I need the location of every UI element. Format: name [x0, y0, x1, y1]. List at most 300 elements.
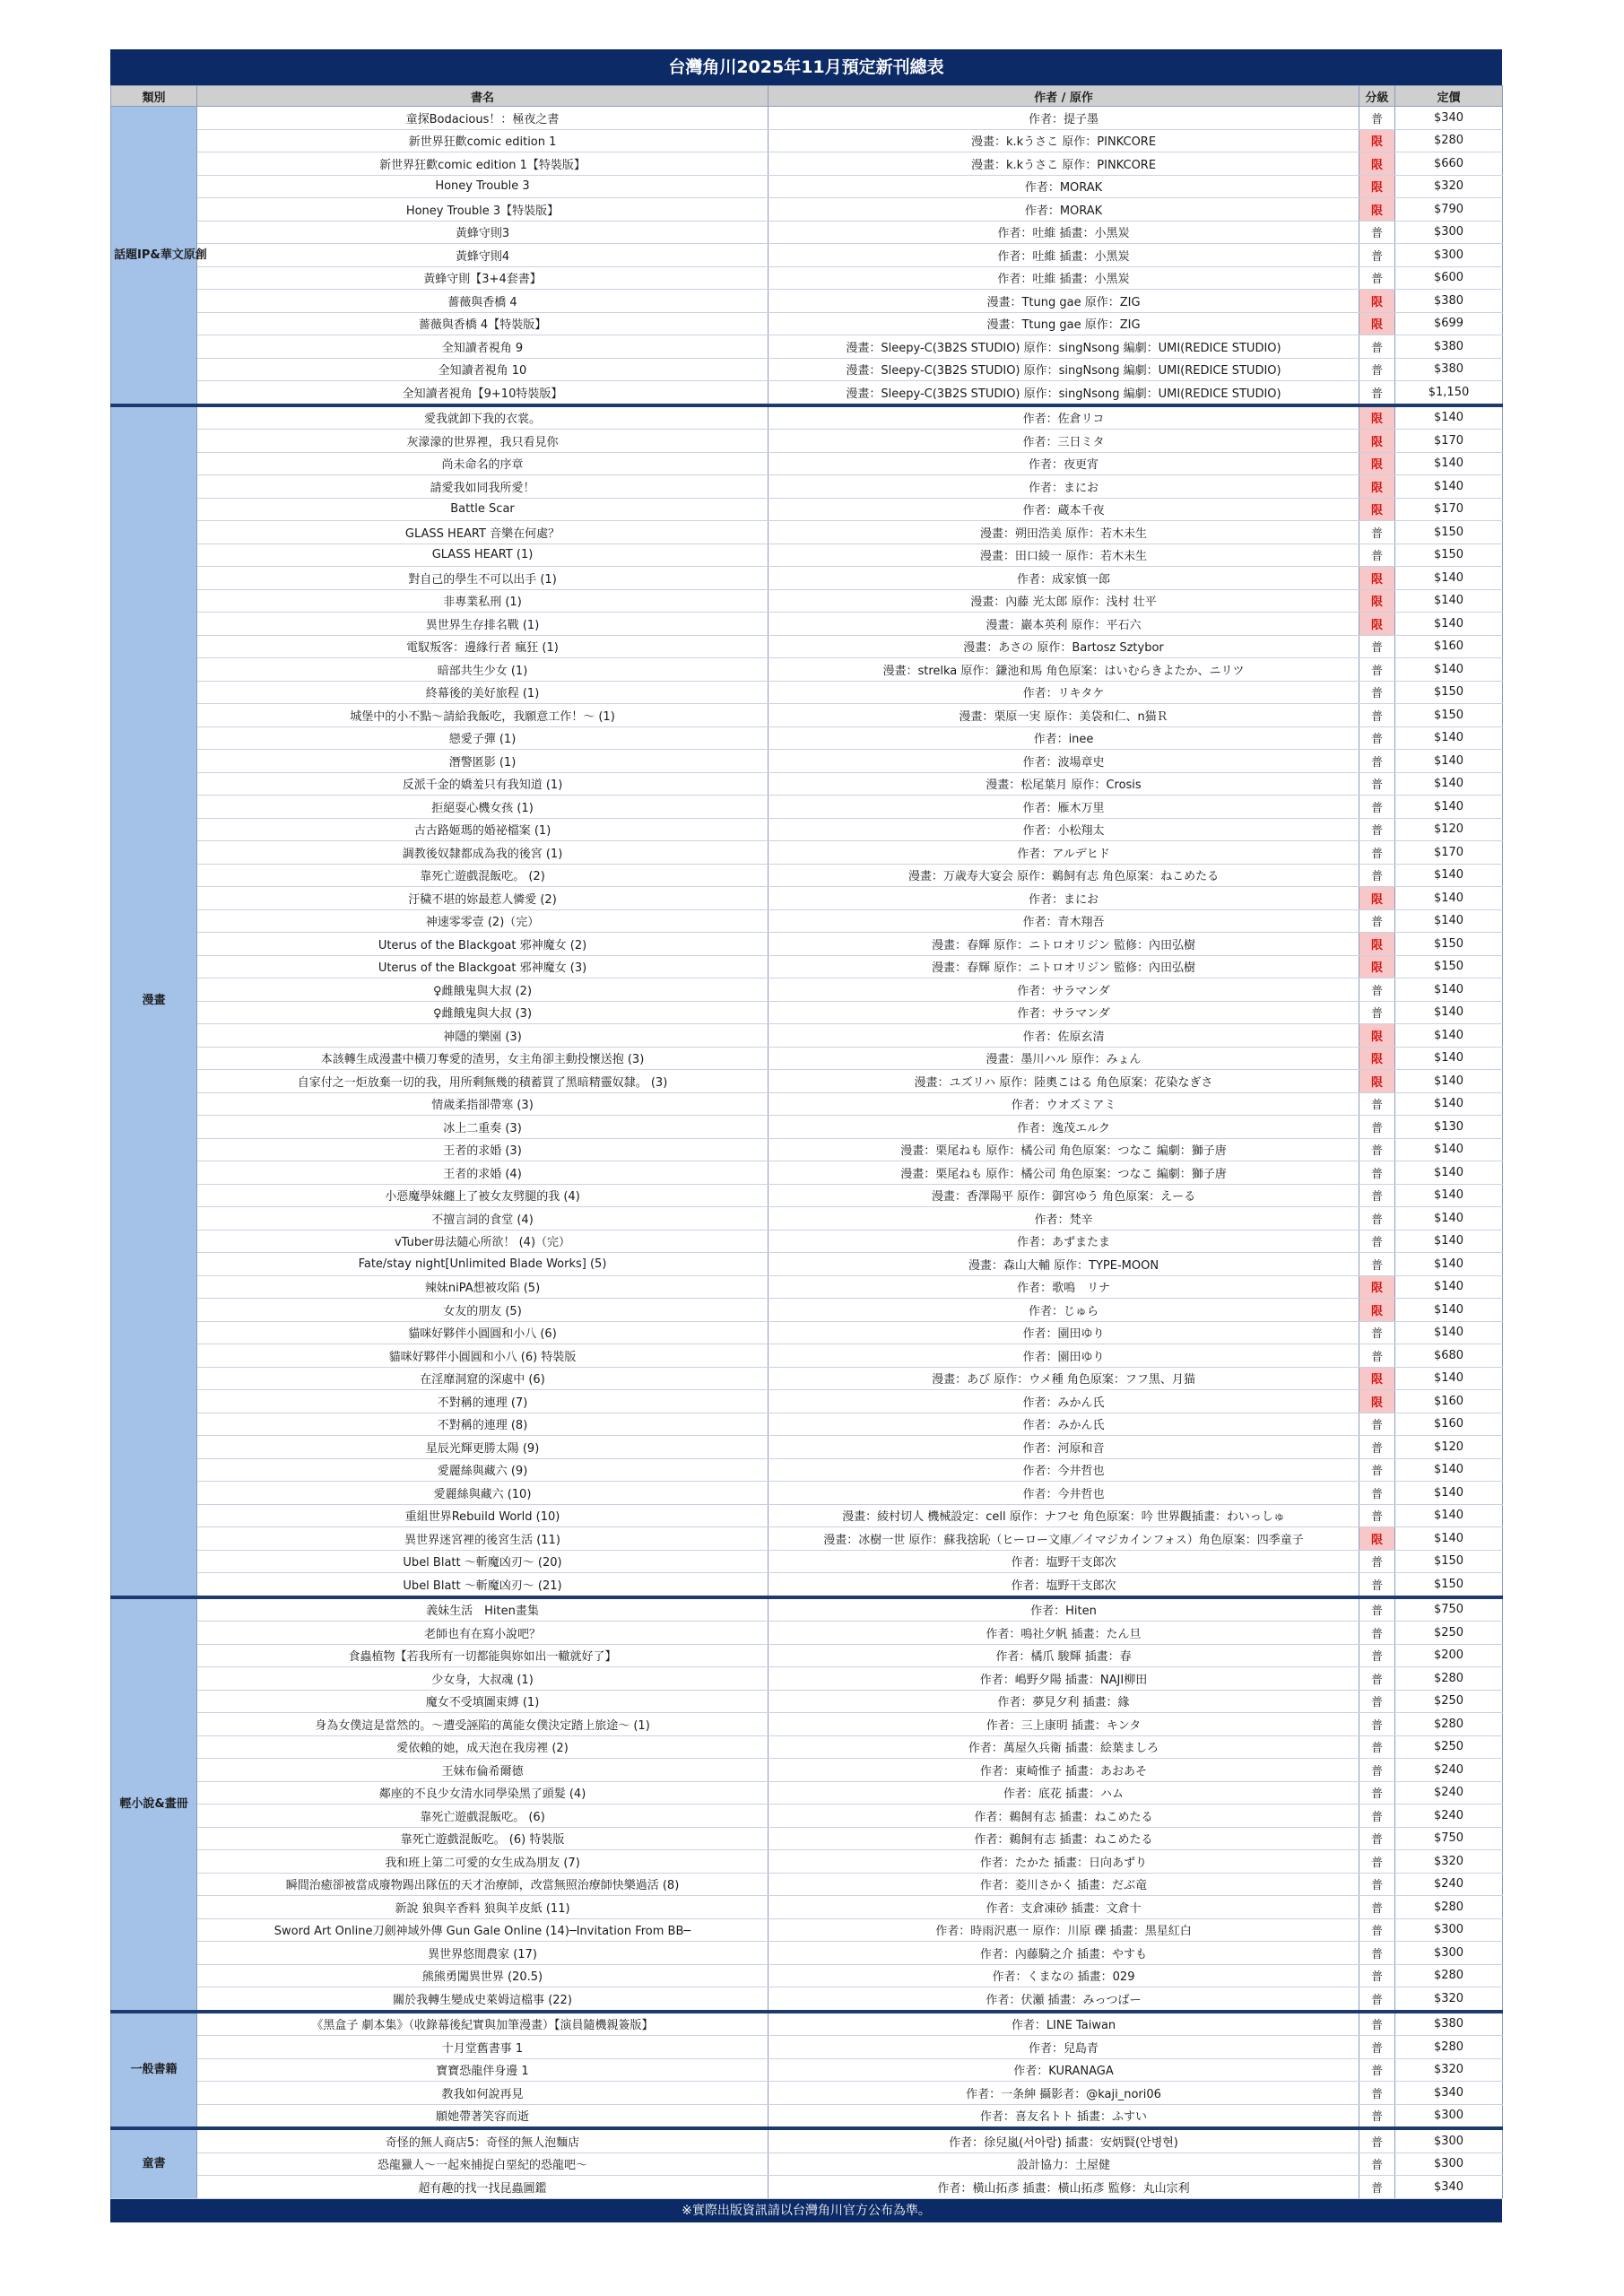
book-cell: 貓咪好夥伴小圓圓和小八 (6) 特裝版 [197, 1344, 769, 1368]
book-cell: 小惡魔學妹纏上了被女友劈腿的我 (4) [197, 1184, 769, 1207]
grade-cell: 普 [1359, 381, 1395, 405]
author-cell: 作者：鵜飼有志 插畫：ねこめたる [769, 1805, 1359, 1828]
category-cell: 童書 [111, 2128, 197, 2198]
grade-cell: 普 [1359, 726, 1395, 750]
author-cell: 漫畫：あさの 原作：Bartosz Sztybor [769, 635, 1359, 658]
price-cell: $600 [1395, 266, 1503, 290]
author-cell: 作者：橫山拓彥 插畫：橫山拓彥 監修：丸山宗利 [769, 2176, 1359, 2199]
table-row [111, 1116, 1503, 1139]
price-cell: $300 [1395, 1918, 1503, 1942]
table-row [111, 1275, 1503, 1299]
grade-cell: 普 [1359, 1827, 1395, 1850]
grade-cell: 普 [1359, 2058, 1395, 2082]
author-cell: 作者：波場章史 [769, 750, 1359, 773]
book-cell: 辣妹niPA想被攻陷 (5) [197, 1275, 769, 1299]
price-cell: $140 [1395, 613, 1503, 636]
grade-cell: 普 [1359, 521, 1395, 544]
table-row [111, 1622, 1503, 1645]
table-row [111, 1299, 1503, 1322]
author-cell: 作者：底花 插畫：ハム [769, 1781, 1359, 1805]
price-cell: $120 [1395, 818, 1503, 841]
table-row [111, 1759, 1503, 1782]
book-cell: 全知讀者視角 9 [197, 335, 769, 359]
price-cell: $160 [1395, 1390, 1503, 1413]
author-cell: 作者：LINE Taiwan [769, 2012, 1359, 2036]
book-cell: 古古路姬瑪的婚祕檔案 (1) [197, 818, 769, 841]
author-cell: 漫畫：春輝 原作：ニトロオリジン 監修：內田弘樹 [769, 955, 1359, 978]
book-cell: 寶寶恐龍伴身邊 1 [197, 2058, 769, 2082]
price-cell: $320 [1395, 1850, 1503, 1874]
book-cell: 異世界生存排名戰 (1) [197, 613, 769, 636]
table-row [111, 1390, 1503, 1413]
author-cell: 漫畫：k.kうさこ 原作：PINKCORE [769, 152, 1359, 176]
table-row [111, 1001, 1503, 1024]
grade-cell: 普 [1359, 1759, 1395, 1782]
price-cell: $140 [1395, 796, 1503, 819]
grade-cell: 限 [1359, 475, 1395, 499]
price-cell: $300 [1395, 244, 1503, 267]
table-row [111, 1850, 1503, 1874]
grade-cell: 普 [1359, 1482, 1395, 1505]
table-row [111, 1987, 1503, 2012]
table-row [111, 1413, 1503, 1436]
book-cell: 恐龍獵人～一起來捕捉白堊紀的恐龍吧～ [197, 2152, 769, 2176]
price-cell: $150 [1395, 521, 1503, 544]
table-row [111, 498, 1503, 521]
price-cell: $340 [1395, 2176, 1503, 2199]
author-cell: 作者：あずまたま [769, 1230, 1359, 1253]
grade-cell: 普 [1359, 2176, 1395, 2199]
author-cell: 作者：嶋野夕陽 插畫：NAJI柳田 [769, 1667, 1359, 1691]
table-row [111, 567, 1503, 590]
author-cell: 作者：inee [769, 726, 1359, 750]
book-cell: Uterus of the Blackgoat 邪神魔女 (2) [197, 933, 769, 956]
table-row [111, 2012, 1503, 2036]
grade-cell: 限 [1359, 613, 1395, 636]
category-cell: 話題IP&華文原創 [111, 107, 197, 405]
book-cell: 十月堂舊書事 1 [197, 2036, 769, 2059]
book-cell: 《黑盒子 劇本集》（收錄幕後紀實與加筆漫畫）【演員隨機親簽版】 [197, 2012, 769, 2036]
author-cell: 漫畫：万歳寿大宴会 原作：鵜飼有志 角色原案：ねこめたる [769, 864, 1359, 887]
author-cell: 漫畫：墨川ハル 原作：みょん [769, 1047, 1359, 1070]
book-cell: 終幕後的美好旅程 (1) [197, 681, 769, 704]
table-row [111, 1942, 1503, 1965]
grade-cell: 普 [1359, 772, 1395, 796]
price-cell: $790 [1395, 198, 1503, 222]
grade-cell: 普 [1359, 1667, 1395, 1691]
book-cell: 調教後奴隸都成為我的後宮 (1) [197, 841, 769, 865]
table-row [111, 1644, 1503, 1667]
author-cell: 作者：佐原玄清 [769, 1024, 1359, 1048]
price-cell: $140 [1395, 1138, 1503, 1161]
category-cell: 漫畫 [111, 405, 197, 1597]
price-cell: $300 [1395, 2128, 1503, 2152]
price-cell: $240 [1395, 1759, 1503, 1782]
grade-cell: 普 [1359, 864, 1395, 887]
author-cell: 作者：塩野干支郎次 [769, 1550, 1359, 1573]
book-cell: 女友的朋友 (5) [197, 1299, 769, 1322]
grade-cell: 普 [1359, 704, 1395, 727]
author-cell: 漫畫：Ttung gae 原作：ZIG [769, 290, 1359, 313]
grade-cell: 限 [1359, 405, 1395, 430]
table-row [111, 2128, 1503, 2152]
table-body [111, 107, 1503, 2199]
table-row [111, 1207, 1503, 1231]
price-cell: $280 [1395, 1667, 1503, 1691]
author-cell: 作者：支倉凍砂 插畫：文倉十 [769, 1896, 1359, 1919]
grade-cell: 普 [1359, 1116, 1395, 1139]
table-row [111, 335, 1503, 359]
price-cell: $140 [1395, 887, 1503, 910]
table-row [111, 198, 1503, 222]
book-cell: 電馭叛客：邊緣行者 瘋狂 (1) [197, 635, 769, 658]
table-row [111, 381, 1503, 405]
grade-cell: 普 [1359, 1597, 1395, 1622]
grade-cell: 普 [1359, 1987, 1395, 2012]
price-cell: $170 [1395, 841, 1503, 865]
grade-cell: 普 [1359, 2082, 1395, 2105]
price-cell: $250 [1395, 1622, 1503, 1645]
grade-cell: 限 [1359, 1047, 1395, 1070]
book-cell: Honey Trouble 3【特裝版】 [197, 198, 769, 222]
grade-cell: 限 [1359, 152, 1395, 176]
table-row [111, 312, 1503, 335]
grade-cell: 限 [1359, 1070, 1395, 1093]
author-cell: 作者：伏瀬 插畫：みっつばー [769, 1987, 1359, 2012]
grade-cell: 限 [1359, 589, 1395, 613]
author-cell: 作者：徐兒嵐(서아람) 插畫：安炳賢(안병현) [769, 2128, 1359, 2152]
table-row [111, 887, 1503, 910]
price-cell: $380 [1395, 358, 1503, 381]
table-row [111, 772, 1503, 796]
grade-cell: 普 [1359, 1458, 1395, 1482]
grade-cell: 普 [1359, 978, 1395, 1002]
price-cell: $680 [1395, 1344, 1503, 1368]
price-cell: $160 [1395, 635, 1503, 658]
price-cell: $120 [1395, 1436, 1503, 1459]
price-cell: $140 [1395, 1458, 1503, 1482]
table-row [111, 266, 1503, 290]
grade-cell: 普 [1359, 1344, 1395, 1368]
price-cell: $140 [1395, 1024, 1503, 1048]
grade-cell: 普 [1359, 1690, 1395, 1713]
table-row [111, 1482, 1503, 1505]
price-cell: $150 [1395, 933, 1503, 956]
grade-cell: 限 [1359, 1299, 1395, 1322]
book-cell: Battle Scar [197, 498, 769, 521]
price-cell: $280 [1395, 2036, 1503, 2059]
grade-cell: 普 [1359, 2104, 1395, 2128]
book-cell: 王者的求婚 (4) [197, 1161, 769, 1185]
author-cell: 漫畫：Sleepy-C(3B2S STUDIO) 原作：singNsong 編劇：UMI(REDICE STUDIO) [769, 381, 1359, 405]
price-cell: $340 [1395, 2082, 1503, 2105]
table-row [111, 841, 1503, 865]
book-cell: 靠死亡遊戲混飯吃。 (2) [197, 864, 769, 887]
grade-cell: 限 [1359, 175, 1395, 198]
grade-cell: 普 [1359, 796, 1395, 819]
book-cell: vTuber毋法隨心所欲！ (4)（完） [197, 1230, 769, 1253]
price-cell: $140 [1395, 726, 1503, 750]
grade-cell: 普 [1359, 335, 1395, 359]
table-row [111, 1504, 1503, 1527]
book-cell: 反派千金的嬌羞只有我知道 (1) [197, 772, 769, 796]
book-cell: 非專業私刑 (1) [197, 589, 769, 613]
book-cell: 王妹布倫希爾德 [197, 1759, 769, 1782]
author-cell: 漫畫：綾村切人 機械設定：cell 原作：ナフセ 角色原案：吟 世界觀插畫：わいっしゅ [769, 1504, 1359, 1527]
price-cell: $320 [1395, 175, 1503, 198]
author-cell: 漫畫：松尾葉月 原作：Crosis [769, 772, 1359, 796]
table-row [111, 796, 1503, 819]
book-cell: 戀愛子彈 (1) [197, 726, 769, 750]
author-cell: 作者：吐維 插畫：小黑炭 [769, 266, 1359, 290]
grade-cell: 限 [1359, 290, 1395, 313]
table-row [111, 1047, 1503, 1070]
price-cell: $140 [1395, 452, 1503, 475]
price-cell: $140 [1395, 750, 1503, 773]
author-cell: 漫畫：Sleepy-C(3B2S STUDIO) 原作：singNsong 編劇：UMI(REDICE STUDIO) [769, 358, 1359, 381]
table-row [111, 978, 1503, 1002]
price-cell: $1,150 [1395, 381, 1503, 405]
author-cell: 作者：時雨沢惠一 原作：川原 礫 插畫：黒星紅白 [769, 1918, 1359, 1942]
price-cell: $150 [1395, 1573, 1503, 1597]
grade-cell: 普 [1359, 1735, 1395, 1759]
book-cell: 貓咪好夥伴小圓圓和小八 (6) [197, 1321, 769, 1344]
table-row [111, 405, 1503, 430]
release-table [110, 85, 1503, 2199]
book-cell: 瞬間治癒卻被當成廢物踢出隊伍的天才治療師，改當無照治療師快樂過活 (8) [197, 1873, 769, 1896]
price-cell: $150 [1395, 544, 1503, 567]
author-cell: 作者：逸茂エルク [769, 1116, 1359, 1139]
price-cell: $160 [1395, 1413, 1503, 1436]
author-cell: 作者：橘爪 駿輝 插畫：春 [769, 1644, 1359, 1667]
author-cell: 漫畫：內藤 光太郎 原作：浅村 壮平 [769, 589, 1359, 613]
book-cell: 食蟲植物【若我所有一切都能與妳如出一轍就好了】 [197, 1644, 769, 1667]
price-cell: $280 [1395, 1964, 1503, 1987]
grade-cell: 普 [1359, 1550, 1395, 1573]
grade-cell: 普 [1359, 544, 1395, 567]
book-cell: 愛麗絲與藏六 (9) [197, 1458, 769, 1482]
book-cell: Uterus of the Blackgoat 邪神魔女 (3) [197, 955, 769, 978]
table-row [111, 2152, 1503, 2176]
grade-cell: 普 [1359, 841, 1395, 865]
table-row [111, 1805, 1503, 1828]
author-cell: 漫畫：香澤陽平 原作：御宮ゆう 角色原案：えーる [769, 1184, 1359, 1207]
author-cell: 漫畫：栗尾ねも 原作：橘公司 角色原案：つなこ 編劇：獅子唐 [769, 1138, 1359, 1161]
grade-cell: 普 [1359, 909, 1395, 933]
table-row [111, 1184, 1503, 1207]
price-cell: $140 [1395, 1092, 1503, 1116]
grade-cell: 限 [1359, 933, 1395, 956]
table-row [111, 1230, 1503, 1253]
footer-note: ※實際出版資訊請以台灣角川官方公布為準。 [110, 2199, 1502, 2222]
price-cell: $750 [1395, 1597, 1503, 1622]
book-cell: 不對稱的連理 (8) [197, 1413, 769, 1436]
table-row [111, 726, 1503, 750]
table-row [111, 613, 1503, 636]
book-cell: Ubel Blatt ～斬魔凶刃～ (21) [197, 1573, 769, 1597]
price-cell: $140 [1395, 864, 1503, 887]
grade-cell: 普 [1359, 658, 1395, 682]
author-cell: 作者：アルデヒド [769, 841, 1359, 865]
price-cell: $140 [1395, 772, 1503, 796]
book-cell: 本該轉生成漫畫中橫刀奪愛的渣男，女主角卻主動投懷送抱 (3) [197, 1047, 769, 1070]
price-cell: $380 [1395, 335, 1503, 359]
table-row [111, 1344, 1503, 1368]
author-cell: 作者：たかた 插畫：日向あずり [769, 1850, 1359, 1874]
header-book: 書名 [197, 86, 769, 107]
table-row [111, 1667, 1503, 1691]
grade-cell: 普 [1359, 107, 1395, 130]
table-row [111, 1161, 1503, 1185]
grade-cell: 普 [1359, 1942, 1395, 1965]
price-cell: $340 [1395, 107, 1503, 130]
book-cell: 義妹生活 Hiten畫集 [197, 1597, 769, 1622]
table-row [111, 589, 1503, 613]
grade-cell: 普 [1359, 358, 1395, 381]
price-cell: $200 [1395, 1644, 1503, 1667]
author-cell: 漫畫：strelka 原作：鎌池和馬 角色原案：はいむらきよたか、ニリツ [769, 658, 1359, 682]
author-cell: 作者：ウオズミアミ [769, 1092, 1359, 1116]
price-cell: $280 [1395, 1896, 1503, 1919]
grade-cell: 普 [1359, 1622, 1395, 1645]
book-cell: GLASS HEART (1) [197, 544, 769, 567]
grade-cell: 普 [1359, 2128, 1395, 2152]
author-cell: 漫畫：あび 原作：ウメ種 角色原案：フフ黒、月猫 [769, 1367, 1359, 1390]
book-cell: 薔薇與香橋 4 [197, 290, 769, 313]
grade-cell: 普 [1359, 1001, 1395, 1024]
author-cell: 漫畫：朔田浩美 原作：若木未生 [769, 521, 1359, 544]
table-row [111, 107, 1503, 130]
price-cell: $140 [1395, 1527, 1503, 1551]
book-cell: 愛我就卸下我的衣裳。 [197, 405, 769, 430]
book-cell: 冰上二重奏 (3) [197, 1116, 769, 1139]
grade-cell: 普 [1359, 1092, 1395, 1116]
category-cell: 一般書籍 [111, 2012, 197, 2129]
price-cell: $140 [1395, 589, 1503, 613]
table-row [111, 1896, 1503, 1919]
grade-cell: 普 [1359, 1253, 1395, 1276]
table-row [111, 1367, 1503, 1390]
book-cell: 身為女僕這是當然的。～遭受誣陷的萬能女僕決定踏上旅途～ (1) [197, 1713, 769, 1736]
book-cell: 灰濛濛的世界裡，我只看見你 [197, 430, 769, 453]
price-cell: $140 [1395, 1070, 1503, 1093]
author-cell: 漫畫：栗原一実 原作：美袋和仁、n猫Ｒ [769, 704, 1359, 727]
price-cell: $170 [1395, 498, 1503, 521]
table-row [111, 452, 1503, 475]
grade-cell: 普 [1359, 1964, 1395, 1987]
table-row [111, 2036, 1503, 2059]
price-cell: $250 [1395, 1690, 1503, 1713]
table-row [111, 1964, 1503, 1987]
grade-cell: 普 [1359, 635, 1395, 658]
grade-cell: 限 [1359, 198, 1395, 222]
price-cell: $660 [1395, 152, 1503, 176]
price-cell: $150 [1395, 681, 1503, 704]
price-cell: $300 [1395, 2104, 1503, 2128]
table-row [111, 1070, 1503, 1093]
book-cell: Ubel Blatt ～斬魔凶刃～ (20) [197, 1550, 769, 1573]
book-cell: 神速零零壹 (2)（完） [197, 909, 769, 933]
price-cell: $320 [1395, 2058, 1503, 2082]
table-row [111, 544, 1503, 567]
price-cell: $140 [1395, 1184, 1503, 1207]
price-cell: $240 [1395, 1805, 1503, 1828]
author-cell: 漫畫：春輝 原作：ニトロオリジン 監修：內田弘樹 [769, 933, 1359, 956]
book-cell: ♀雌餓鬼與大叔 (2) [197, 978, 769, 1002]
book-cell: Honey Trouble 3 [197, 175, 769, 198]
price-cell: $140 [1395, 1275, 1503, 1299]
table-row [111, 1092, 1503, 1116]
price-cell: $140 [1395, 1321, 1503, 1344]
table-row [111, 909, 1503, 933]
book-cell: 新說 狼與辛香料 狼與羊皮紙 (11) [197, 1896, 769, 1919]
header-grade: 分級 [1359, 86, 1395, 107]
book-cell: 重組世界Rebuild World (10) [197, 1504, 769, 1527]
book-cell: 異世界悠閒農家 (17) [197, 1942, 769, 1965]
author-cell: 作者：みかん氏 [769, 1413, 1359, 1436]
book-cell: 奇怪的無人商店5：奇怪的無人泡麵店 [197, 2128, 769, 2152]
grade-cell: 普 [1359, 1504, 1395, 1527]
author-cell: 作者：佐倉リコ [769, 405, 1359, 430]
grade-cell: 普 [1359, 1896, 1395, 1919]
grade-cell: 普 [1359, 1573, 1395, 1597]
price-cell: $250 [1395, 1735, 1503, 1759]
table-row [111, 2082, 1503, 2105]
table-row [111, 933, 1503, 956]
price-cell: $140 [1395, 1230, 1503, 1253]
book-cell: Fate/stay night[Unlimited Blade Works] (5) [197, 1253, 769, 1276]
author-cell: 作者：吐維 插畫：小黑炭 [769, 244, 1359, 267]
grade-cell: 限 [1359, 1367, 1395, 1390]
book-cell: 對自己的學生不可以出手 (1) [197, 567, 769, 590]
price-cell: $140 [1395, 1161, 1503, 1185]
author-cell: 作者：蔵本千夜 [769, 498, 1359, 521]
author-cell: 漫畫：森山大輔 原作：TYPE-MOON [769, 1253, 1359, 1276]
grade-cell: 限 [1359, 887, 1395, 910]
author-cell: 漫畫：栗尾ねも 原作：橘公司 角色原案：つなこ 編劇：獅子唐 [769, 1161, 1359, 1185]
grade-cell: 限 [1359, 312, 1395, 335]
table-row [111, 955, 1503, 978]
table-row [111, 290, 1503, 313]
table-row [111, 2104, 1503, 2128]
price-cell: $140 [1395, 1367, 1503, 1390]
price-cell: $130 [1395, 1116, 1503, 1139]
table-row [111, 430, 1503, 453]
author-cell: 作者：河原和音 [769, 1436, 1359, 1459]
author-cell: 作者：園田ゆり [769, 1344, 1359, 1368]
grade-cell: 普 [1359, 1230, 1395, 1253]
author-cell: 作者：三上康明 插畫：キンタ [769, 1713, 1359, 1736]
price-cell: $300 [1395, 2152, 1503, 2176]
table-row [111, 1436, 1503, 1459]
table-row [111, 1873, 1503, 1896]
book-cell: 靠死亡遊戲混飯吃。 (6) 特裝版 [197, 1827, 769, 1850]
book-cell: 王者的求婚 (3) [197, 1138, 769, 1161]
price-cell: $140 [1395, 1253, 1503, 1276]
price-cell: $140 [1395, 909, 1503, 933]
price-cell: $140 [1395, 1299, 1503, 1322]
grade-cell: 限 [1359, 498, 1395, 521]
author-cell: 作者：三日ミタ [769, 430, 1359, 453]
author-cell: 作者：鳴社夕帆 插畫：たん旦 [769, 1622, 1359, 1645]
table-row [111, 221, 1503, 244]
grade-cell: 普 [1359, 244, 1395, 267]
price-cell: $140 [1395, 1482, 1503, 1505]
table-row [111, 1527, 1503, 1551]
book-cell: 超有趣的找一找昆蟲圖鑑 [197, 2176, 769, 2199]
table-row [111, 750, 1503, 773]
grade-cell: 限 [1359, 1390, 1395, 1413]
